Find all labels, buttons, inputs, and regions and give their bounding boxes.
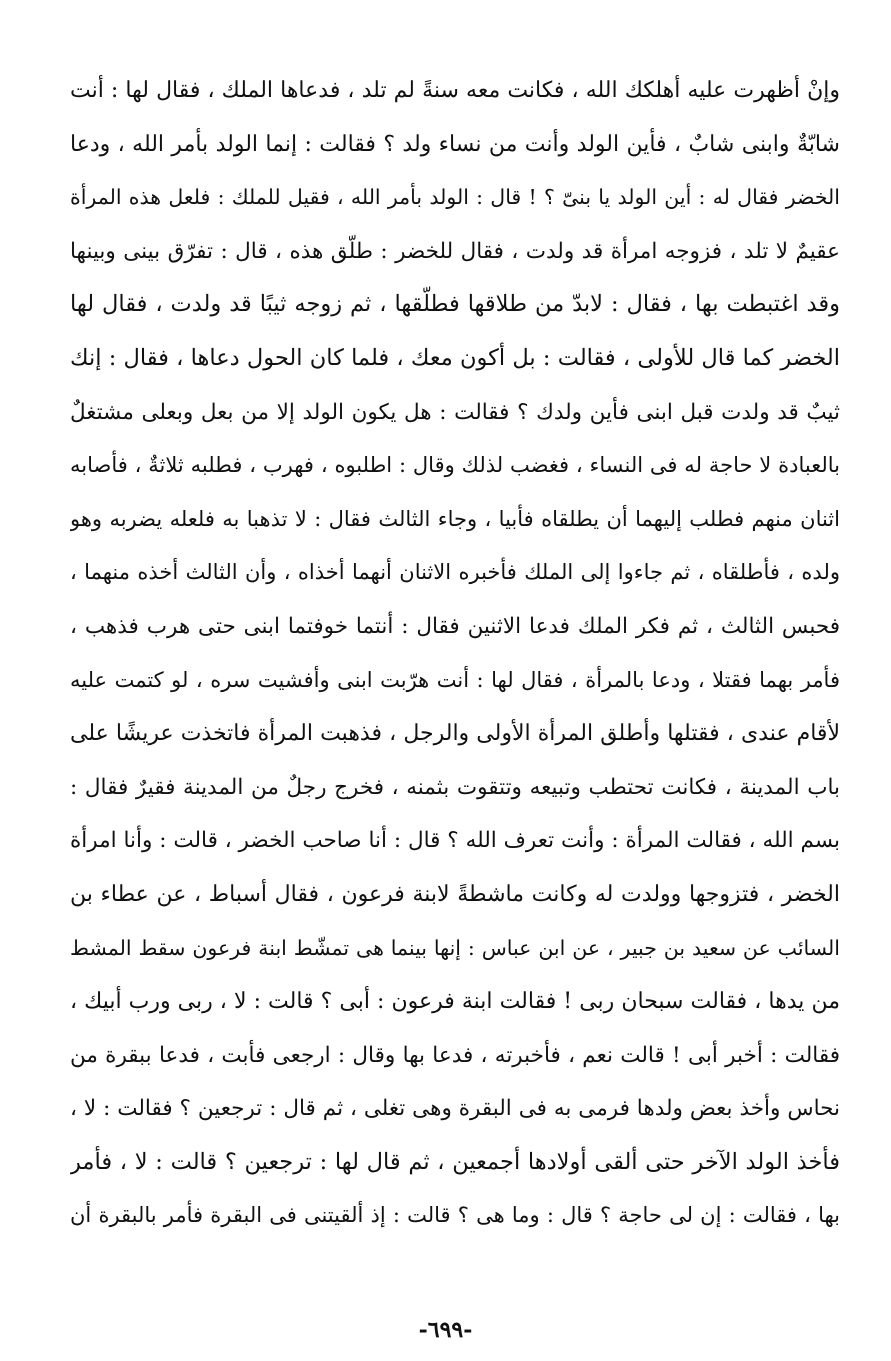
body-text [70,64,840,1243]
text-line: بسم الله ، فقالت المرأة : وأنت تعرف الله ؟ قال : أنا صاحب الخضر ، قالت : وأنا امرأة [70,828,840,854]
text-line: الخضر فقال له : أين الولد يا بنىّ ؟ ! قال : الولد بأمر الله ، فقيل للملك : فلعل هذه المرأة [70,185,840,210]
text-line: وقد اغتبطت بها ، فقال : لابدّ من طلاقها فطلّقها ، ثم زوجه ثيبًا قد ولدت ، فقال لها [70,291,840,318]
text-line: فأخذ الولد الآخر حتى ألقى أولادها أجمعين ، ثم قال لها : ترجعين ؟ قالت : لا ، فأمر [70,1148,840,1175]
text-line: فحبس الثالث ، ثم فكر الملك فدعا الاثنين فقال : أنتما خوفتما ابنى حتى هرب فذهب ، [70,613,840,639]
text-line: ولده ، فأطلقاه ، ثم جاءوا إلى الملك فأخبره الاثنان أنهما أخذاه ، وأن الثالث أخذه منهما ، [70,560,840,585]
text-line: شابّةٌ وابنى شابٌ ، فأين الولد وأنت من نساء ولد ؟ فقالت : إنما الولد بأمر الله ، ودعا [70,131,840,157]
text-line: نحاس وأخذ بعض ولدها فرمى به فى البقرة وهى تغلى ، ثم قال : ترجعين ؟ فقالت : لا ، [70,1096,840,1122]
text-line: فقالت : أخبر أبى ! قالت نعم ، فأخبرته ، فدعا بها وقال : ارجعى فأبت ، فدعا ببقرة من [70,1042,840,1068]
text-line: بها ، فقالت : إن لى حاجة ؟ قال : وما هى ؟ قالت : إذ ألقيتنى فى البقرة فأمر بالبقرة أن [70,1203,840,1228]
text-line: الخضر ، فتزوجها وولدت له وكانت ماشطةً لابنة فرعون ، فقال أسباط ، عن عطاء بن [70,881,840,907]
text-line: فأمر بهما فقتلا ، ودعا بالمرأة ، فقال لها : أنت هرّبت ابنى وأفشيت سره ، لو كتمت عليه [70,667,840,692]
text-line: بالعبادة لا حاجة له فى النساء ، فغضب لذلك وقال : اطلبوه ، فهرب ، فطلبه ثلاثةٌ ، فأصابه [70,453,840,478]
text-line: الخضر كما قال للأولى ، فقالت : بل أكون معك ، فلما كان الحول دعاها ، فقال : إنك [70,344,840,371]
text-line: باب المدينة ، فكانت تحتطب وتبيعه وتتقوت بثمنه ، فخرج رجلٌ من المدينة فقيرٌ فقال : [70,774,840,800]
text-line: السائب عن سعيد بن جبير ، عن ابن عباس : إنها بينما هى تمشّط ابنة فرعون سقط المشط [70,935,840,960]
text-line: وإنْ أظهرت عليه أهلكك الله ، فكانت معه سنةً لم تلد ، فدعاها الملك ، فقال لها : أنت [70,78,840,103]
page-number: -٦٩٩- [418,1317,473,1343]
text-line: ثيبٌ قد ولدت قبل ابنى فأين ولدك ؟ فقالت : هل يكون الولد إلا من بعل وبعلى مشتغلٌ [70,399,840,425]
text-line: اثنان منهم فطلب إليهما أن يطلقاه فأبيا ، وجاء الثالث فقال : لا تذهبا به فلعله يضربه وهو [70,506,840,531]
text-line: لأقام عندى ، فقتلها وأطلق المرأة الأولى والرجل ، فذهبت المرأة فاتخذت عريشًا على [70,721,840,747]
text-line: عقيمٌ لا تلد ، فزوجه امرأة قد ولدت ، فقال للخضر : طلّق هذه ، قال : تفرّق بينى وبينها [70,238,840,264]
text-line: من يدها ، فقالت سبحان ربى ! فقالت ابنة فرعون : أبى ؟ قالت : لا ، ربى ورب أبيك ، [70,989,840,1015]
